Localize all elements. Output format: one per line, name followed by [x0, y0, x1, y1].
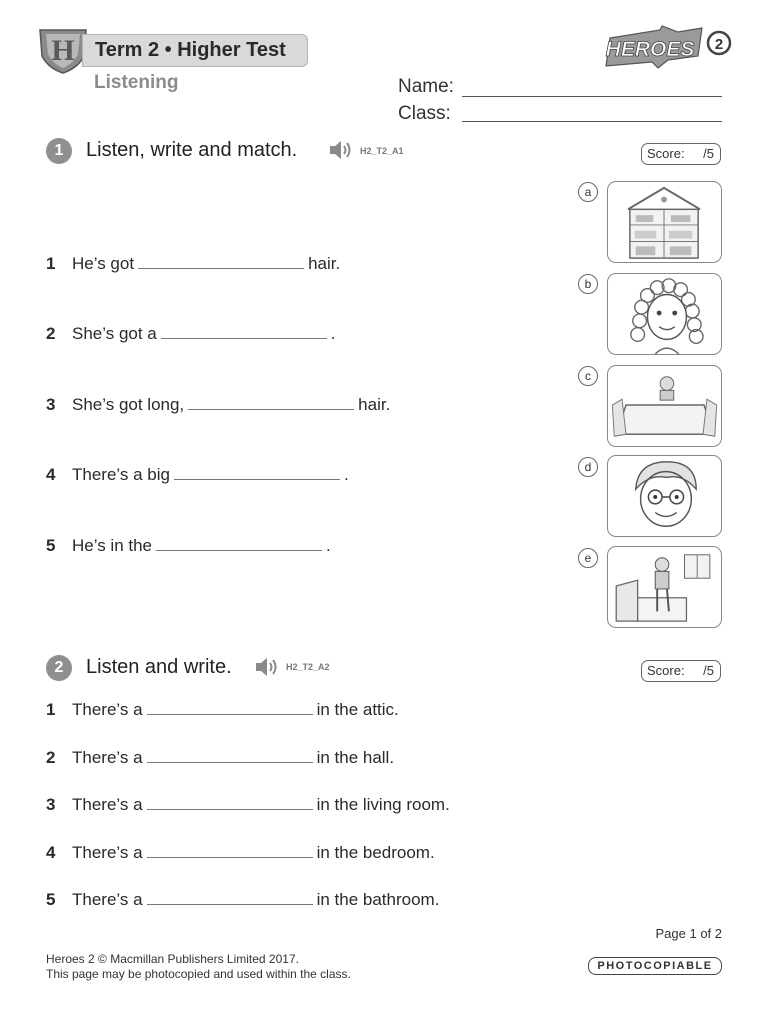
exercise-1-item-5: [46, 536, 331, 556]
item-number: 5: [46, 890, 56, 909]
item-ending: in the living room.: [316, 795, 450, 814]
boy-in-bedroom-icon: [608, 547, 721, 627]
exercise-2-item-1: [46, 700, 399, 720]
item-prompt: There’s a big: [72, 465, 170, 484]
item-number: 5: [46, 536, 56, 555]
copyright-line: This page may be photocopied and used within the class.: [46, 967, 351, 981]
item-prompt: There’s a: [72, 890, 143, 909]
brand-text: HEROES: [605, 38, 695, 61]
exercise-1-item-4: [46, 465, 349, 485]
item-number: 2: [46, 324, 56, 343]
picture-e[interactable]: [607, 546, 722, 628]
item-ending: in the hall.: [316, 748, 395, 767]
item-ending: .: [326, 536, 331, 555]
item-ending: .: [330, 324, 336, 343]
item-number: 2: [46, 748, 56, 767]
answer-blank[interactable]: [147, 890, 313, 905]
item-prompt: She’s got a: [72, 324, 157, 343]
section-1-number: 1: [46, 138, 72, 164]
page-subtitle: Listening: [94, 72, 179, 93]
item-ending: in the attic.: [316, 700, 399, 719]
name-field[interactable]: [462, 96, 722, 97]
item-ending: .: [343, 465, 349, 484]
score-box[interactable]: [641, 143, 721, 165]
item-prompt: He’s got: [72, 254, 135, 273]
picture-b[interactable]: [607, 273, 722, 355]
picture-a[interactable]: [607, 181, 722, 263]
copyright-line: Heroes 2 © Macmillan Publishers Limited 2017.: [46, 952, 299, 966]
score-total: /5: [703, 146, 714, 161]
item-prompt: There’s a: [72, 700, 143, 719]
exercise-1-item-2: [46, 324, 336, 344]
picture-letter: d: [578, 457, 598, 477]
exercise-1-item-1: [46, 254, 340, 274]
house-cutaway-icon: [608, 182, 721, 262]
audio-track-code: H2_T2_A1: [360, 146, 404, 156]
picture-c[interactable]: [607, 365, 722, 447]
answer-blank[interactable]: [156, 536, 322, 551]
item-ending: in the bathroom.: [316, 890, 440, 909]
speaker-icon[interactable]: [254, 656, 280, 683]
class-field[interactable]: [462, 121, 722, 122]
picture-letter: c: [578, 366, 598, 386]
answer-blank[interactable]: [147, 843, 313, 858]
item-prompt: There’s a: [72, 795, 143, 814]
item-prompt: She’s got long,: [72, 395, 185, 414]
item-number: 4: [46, 843, 56, 862]
item-number: 1: [46, 700, 56, 719]
score-label: Score:: [647, 146, 685, 161]
copyright-notice: [46, 952, 351, 982]
section-1-title: Listen, write and match.: [86, 139, 298, 161]
picture-d[interactable]: [607, 455, 722, 537]
answer-blank[interactable]: [147, 748, 313, 763]
answer-blank[interactable]: [138, 254, 304, 269]
item-prompt: There’s a: [72, 843, 143, 862]
item-prompt: He’s in the: [72, 536, 153, 555]
logo-letter: H: [51, 34, 75, 67]
photocopiable-badge: PHOTOCOPIABLE: [588, 957, 722, 975]
item-prompt: There’s a: [72, 748, 143, 767]
boy-with-glasses-icon: [608, 456, 721, 536]
picture-letter: a: [578, 182, 598, 202]
name-label: Name:: [398, 76, 454, 97]
answer-blank[interactable]: [188, 395, 354, 410]
page-title: Term 2 • Higher Test: [82, 34, 308, 67]
test-logo-shield: [38, 26, 88, 74]
exercise-2-item-5: [46, 890, 439, 910]
item-ending: hair.: [358, 395, 391, 414]
answer-blank[interactable]: [174, 465, 340, 480]
section-2-title: Listen and write.: [86, 656, 232, 678]
class-label: Class:: [398, 103, 451, 124]
item-ending: in the bedroom.: [316, 843, 435, 862]
dining-table-icon: [608, 366, 721, 446]
curly-hair-girl-icon: [608, 274, 721, 354]
item-number: 3: [46, 795, 56, 814]
item-number: 3: [46, 395, 56, 414]
item-number: 1: [46, 254, 56, 273]
answer-blank[interactable]: [147, 700, 313, 715]
answer-blank[interactable]: [147, 795, 313, 810]
page-number: Page 1 of 2: [655, 926, 722, 941]
item-number: 4: [46, 465, 56, 484]
speaker-icon[interactable]: [328, 139, 354, 166]
score-total: /5: [703, 663, 714, 678]
exercise-2-item-2: [46, 748, 394, 768]
brand-level: 2: [714, 36, 724, 53]
picture-letter: b: [578, 274, 598, 294]
exercise-1-item-3: [46, 395, 390, 415]
audio-track-code: H2_T2_A2: [286, 662, 330, 672]
picture-letter: e: [578, 548, 598, 568]
exercise-2-item-4: [46, 843, 435, 863]
score-box[interactable]: [641, 660, 721, 682]
item-ending: hair.: [308, 254, 341, 273]
answer-blank[interactable]: [161, 324, 327, 339]
heroes-brand-logo: [598, 24, 738, 70]
score-label: Score:: [647, 663, 685, 678]
exercise-2-item-3: [46, 795, 450, 815]
section-2-number: 2: [46, 655, 72, 681]
